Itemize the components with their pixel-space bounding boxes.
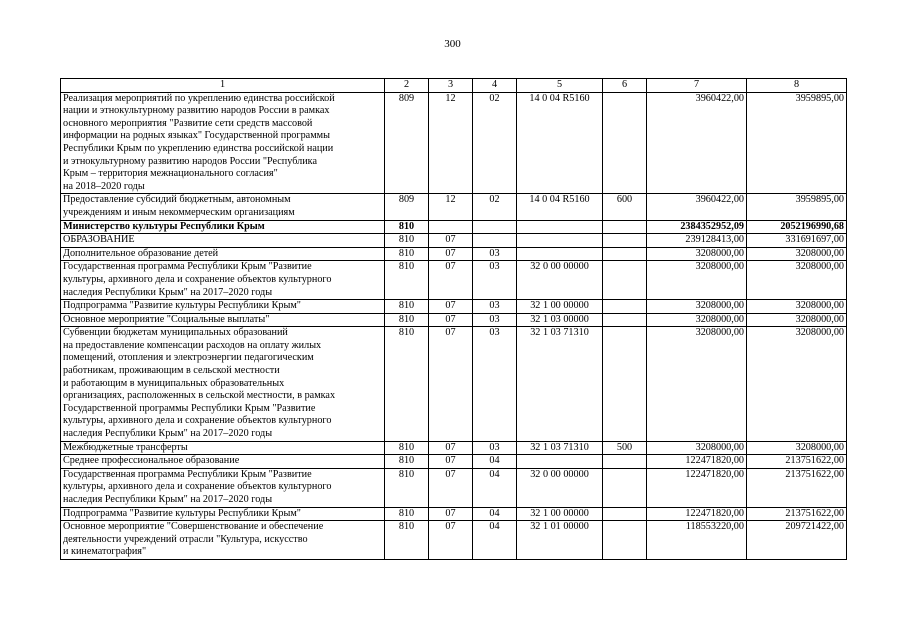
- subsection-code-cell: 04: [473, 507, 517, 521]
- expense-type-cell: [603, 261, 647, 300]
- expense-type-cell: [603, 507, 647, 521]
- target-article-cell: [517, 220, 603, 234]
- subsection-code-cell: 04: [473, 468, 517, 507]
- amount-2020-cell: 3959895,00: [747, 194, 847, 220]
- amount-2019-cell: 3208000,00: [647, 313, 747, 327]
- table-row: [61, 234, 847, 248]
- target-article-cell: [517, 455, 603, 469]
- subsection-code-cell: 04: [473, 521, 517, 560]
- target-article-cell: 32 1 03 71310: [517, 327, 603, 441]
- expense-type-cell: [603, 521, 647, 560]
- subsection-code-cell: 04: [473, 455, 517, 469]
- target-article-cell: 14 0 04 R5160: [517, 194, 603, 220]
- item-name-cell: Государственная программа Республики Крым "Развитие культуры, архивного дела и сохранение объектов культурного наследия Республики Крым" на 2017–2020 годы: [61, 261, 385, 300]
- item-name-cell: Подпрограмма "Развитие культуры Республики Крым": [61, 300, 385, 314]
- target-article-cell: 32 1 03 71310: [517, 441, 603, 455]
- item-name-cell: Государственная программа Республики Крым "Развитие культуры, архивного дела и сохранение объектов культурного наследия Республики Крым" на 2017–2020 годы: [61, 468, 385, 507]
- section-code-cell: 07: [429, 455, 473, 469]
- subsection-code-cell: 03: [473, 327, 517, 441]
- ministry-code-cell: 810: [385, 261, 429, 300]
- expense-type-cell: [603, 247, 647, 261]
- amount-2020-cell: 213751622,00: [747, 455, 847, 469]
- header-cell: 5: [517, 79, 603, 93]
- item-name-cell: Основное мероприятие "Социальные выплаты": [61, 313, 385, 327]
- item-name-cell: Дополнительное образование детей: [61, 247, 385, 261]
- item-name-cell: Предоставление субсидий бюджетным, автономным учреждениям и иным некоммерческим организациям: [61, 194, 385, 220]
- amount-2020-cell: 3208000,00: [747, 441, 847, 455]
- subsection-code-cell: 02: [473, 92, 517, 194]
- subsection-code-cell: 03: [473, 313, 517, 327]
- subsection-code-cell: 03: [473, 300, 517, 314]
- subsection-code-cell: 03: [473, 247, 517, 261]
- section-code-cell: 07: [429, 521, 473, 560]
- header-cell: 8: [747, 79, 847, 93]
- ministry-code-cell: 810: [385, 455, 429, 469]
- target-article-cell: 32 0 00 00000: [517, 261, 603, 300]
- table-row: [61, 441, 847, 455]
- expense-type-cell: [603, 220, 647, 234]
- amount-2019-cell: 2384352952,09: [647, 220, 747, 234]
- amount-2020-cell: 3208000,00: [747, 247, 847, 261]
- section-code-cell: 07: [429, 327, 473, 441]
- amount-2019-cell: 239128413,00: [647, 234, 747, 248]
- target-article-cell: 32 0 00 00000: [517, 468, 603, 507]
- subsection-code-cell: 03: [473, 441, 517, 455]
- ministry-code-cell: 810: [385, 300, 429, 314]
- item-name-cell: Основное мероприятие "Совершенствование и обеспечение деятельности учреждений отрасли "Культура, искусство и кинематография": [61, 521, 385, 560]
- ministry-code-cell: 810: [385, 468, 429, 507]
- expense-type-cell: 500: [603, 441, 647, 455]
- amount-2020-cell: 3208000,00: [747, 300, 847, 314]
- subsection-code-cell: 03: [473, 261, 517, 300]
- subsection-code-cell: 02: [473, 194, 517, 220]
- amount-2020-cell: 3208000,00: [747, 327, 847, 441]
- ministry-code-cell: 810: [385, 247, 429, 261]
- subsection-code-cell: [473, 220, 517, 234]
- ministry-code-cell: 810: [385, 220, 429, 234]
- amount-2019-cell: 3208000,00: [647, 261, 747, 300]
- table-row: [61, 521, 847, 560]
- amount-2019-cell: 3960422,00: [647, 194, 747, 220]
- amount-2019-cell: 122471820,00: [647, 468, 747, 507]
- item-name-cell: Реализация мероприятий по укреплению единства российской нации и этнокультурному развитию народов России в рамках основного мероприятия "Развитие сети средств массовой информации на родных языках" Государственной программы Республики Крым по укреплению единства российской нации и этнокультурному развитию народов России "Республика Крым – территория межнационального согласия" на 2018–2020 годы: [61, 92, 385, 194]
- amount-2019-cell: 122471820,00: [647, 455, 747, 469]
- item-name-cell: ОБРАЗОВАНИЕ: [61, 234, 385, 248]
- amount-2020-cell: 2052196990,68: [747, 220, 847, 234]
- table-body: [61, 79, 847, 560]
- ministry-code-cell: 809: [385, 194, 429, 220]
- table-header-row: [61, 79, 847, 93]
- ministry-code-cell: 810: [385, 521, 429, 560]
- table-row: [61, 507, 847, 521]
- amount-2020-cell: 331691697,00: [747, 234, 847, 248]
- expense-type-cell: [603, 92, 647, 194]
- expense-type-cell: [603, 468, 647, 507]
- expense-type-cell: [603, 455, 647, 469]
- target-article-cell: 32 1 01 00000: [517, 521, 603, 560]
- table-row: [61, 261, 847, 300]
- section-code-cell: 07: [429, 468, 473, 507]
- section-code-cell: 07: [429, 507, 473, 521]
- amount-2020-cell: 3208000,00: [747, 261, 847, 300]
- amount-2019-cell: 3960422,00: [647, 92, 747, 194]
- target-article-cell: [517, 234, 603, 248]
- expense-type-cell: [603, 313, 647, 327]
- amount-2019-cell: 3208000,00: [647, 300, 747, 314]
- amount-2020-cell: 213751622,00: [747, 507, 847, 521]
- table-row: [61, 247, 847, 261]
- section-code-cell: 07: [429, 300, 473, 314]
- ministry-code-cell: 809: [385, 92, 429, 194]
- ministry-code-cell: 810: [385, 507, 429, 521]
- table-row: [61, 92, 847, 194]
- expense-type-cell: [603, 234, 647, 248]
- amount-2020-cell: 3959895,00: [747, 92, 847, 194]
- header-cell: 4: [473, 79, 517, 93]
- target-article-cell: [517, 247, 603, 261]
- header-cell: 7: [647, 79, 747, 93]
- section-code-cell: 07: [429, 234, 473, 248]
- amount-2019-cell: 3208000,00: [647, 247, 747, 261]
- header-cell: 6: [603, 79, 647, 93]
- ministry-code-cell: 810: [385, 313, 429, 327]
- amount-2020-cell: 3208000,00: [747, 313, 847, 327]
- subsection-code-cell: [473, 234, 517, 248]
- target-article-cell: 32 1 00 00000: [517, 507, 603, 521]
- amount-2020-cell: 209721422,00: [747, 521, 847, 560]
- amount-2019-cell: 122471820,00: [647, 507, 747, 521]
- item-name-cell: Подпрограмма "Развитие культуры Республики Крым": [61, 507, 385, 521]
- amount-2019-cell: 118553220,00: [647, 521, 747, 560]
- table-row: [61, 468, 847, 507]
- ministry-code-cell: 810: [385, 441, 429, 455]
- item-name-cell: Субвенции бюджетам муниципальных образований на предоставление компенсации расходов на оплату жилых помещений, отопления и электроэнергии педагогическим работникам, проживающим в сельской местности и работающим в муниципальных образовательных организациях, расположенных в сельской местности, в рамках Государственной программы Республики Крым "Развитие культуры, архивного дела и сохранение объектов культурного наследия Республики Крым" на 2017–2020 годы: [61, 327, 385, 441]
- table-row: [61, 313, 847, 327]
- amount-2019-cell: 3208000,00: [647, 441, 747, 455]
- target-article-cell: 32 1 03 00000: [517, 313, 603, 327]
- expense-type-cell: [603, 300, 647, 314]
- section-code-cell: 07: [429, 313, 473, 327]
- table-row: [61, 455, 847, 469]
- section-code-cell: 12: [429, 92, 473, 194]
- amount-2020-cell: 213751622,00: [747, 468, 847, 507]
- expense-type-cell: [603, 327, 647, 441]
- target-article-cell: 32 1 00 00000: [517, 300, 603, 314]
- item-name-cell: Межбюджетные трансферты: [61, 441, 385, 455]
- ministry-code-cell: 810: [385, 327, 429, 441]
- section-code-cell: 07: [429, 441, 473, 455]
- header-cell: 1: [61, 79, 385, 93]
- table-row: [61, 220, 847, 234]
- ministry-code-cell: 810: [385, 234, 429, 248]
- table-row: [61, 194, 847, 220]
- header-cell: 2: [385, 79, 429, 93]
- section-code-cell: 12: [429, 194, 473, 220]
- table-row: [61, 300, 847, 314]
- expense-type-cell: 600: [603, 194, 647, 220]
- page-number: 300: [444, 38, 461, 50]
- amount-2019-cell: 3208000,00: [647, 327, 747, 441]
- header-cell: 3: [429, 79, 473, 93]
- section-code-cell: [429, 220, 473, 234]
- item-name-cell: Министерство культуры Республики Крым: [61, 220, 385, 234]
- section-code-cell: 07: [429, 261, 473, 300]
- budget-table: [60, 78, 847, 560]
- item-name-cell: Среднее профессиональное образование: [61, 455, 385, 469]
- target-article-cell: 14 0 04 R5160: [517, 92, 603, 194]
- section-code-cell: 07: [429, 247, 473, 261]
- table-row: [61, 327, 847, 441]
